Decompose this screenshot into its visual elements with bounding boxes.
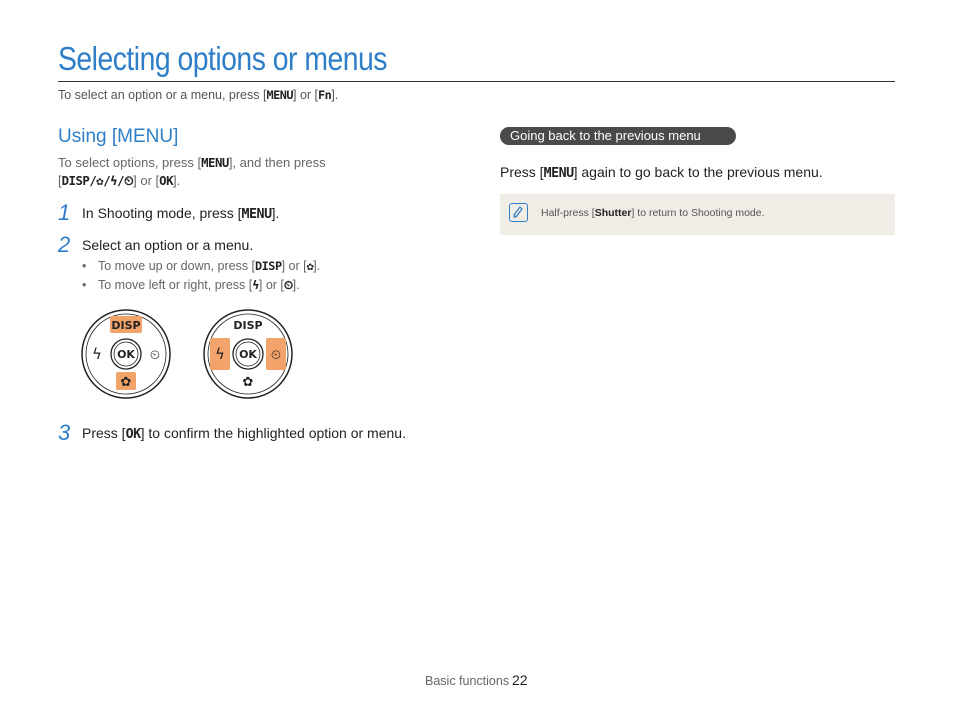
macro-icon: ✿ — [306, 259, 314, 273]
macro-icon: ✿ — [120, 375, 132, 390]
step-number-1: 1 — [58, 200, 71, 225]
step-number-3: 3 — [58, 420, 71, 445]
section-pill: Going back to the previous menu — [500, 127, 736, 145]
nav-keys: DISP/✿/ϟ/⏲ — [61, 174, 134, 188]
flash-icon: ϟ — [92, 345, 102, 363]
dial-horizontal — [202, 308, 294, 400]
menu-key: MENU — [201, 156, 229, 170]
disp-label: DISP — [233, 319, 263, 332]
note-box — [500, 194, 895, 235]
title-divider — [58, 81, 895, 82]
timer-icon: ⏲ — [283, 278, 293, 292]
flash-icon: ϟ — [215, 345, 225, 363]
ok-key: OK — [125, 427, 141, 442]
step-text-2: Select an option or a menu. — [82, 237, 254, 253]
macro-icon: ✿ — [242, 375, 254, 390]
menu-key: MENU — [266, 88, 294, 102]
section-heading: Using [MENU] — [58, 126, 179, 147]
footer-section-label: Basic functions — [425, 674, 510, 688]
step-text-3: Press [OK] to confirm the highlighted option or menu. — [82, 425, 406, 442]
bullet-left-right: • To move left or right, press [ϟ] or [⏲]. — [98, 278, 300, 293]
note-icon — [509, 203, 528, 222]
disp-label: DISP — [111, 319, 141, 332]
flash-icon: ϟ — [252, 278, 259, 292]
disp-key: DISP — [255, 259, 282, 273]
ok-label: OK — [117, 348, 135, 361]
menu-key: MENU — [241, 207, 272, 222]
page-title: Selecting options or menus — [58, 40, 387, 77]
timer-icon: ⏲ — [149, 348, 161, 363]
dial-vertical — [80, 308, 172, 400]
fn-key: Fn — [318, 88, 332, 102]
ok-label: OK — [239, 348, 257, 361]
back-instruction: Press [MENU] again to go back to the previous menu. — [500, 164, 823, 181]
step-number-2: 2 — [58, 232, 71, 257]
shutter-key: Shutter — [594, 207, 632, 219]
note-text: Half-press [Shutter] to return to Shooting mode. — [541, 207, 765, 219]
page-number: 22 — [512, 672, 528, 688]
bullet-up-down: • To move up or down, press [DISP] or [✿]. — [98, 259, 320, 273]
step-text-1: In Shooting mode, press [MENU]. — [82, 205, 280, 222]
intro-text: To select an option or a menu, press [MENU] or [Fn]. — [58, 88, 339, 102]
section-subtext: To select options, press [MENU], and then press [DISP/✿/ϟ/⏲] or [OK]. — [58, 155, 326, 188]
timer-icon: ⏲ — [270, 348, 282, 363]
menu-key: MENU — [543, 166, 574, 181]
ok-key: OK — [159, 174, 174, 188]
